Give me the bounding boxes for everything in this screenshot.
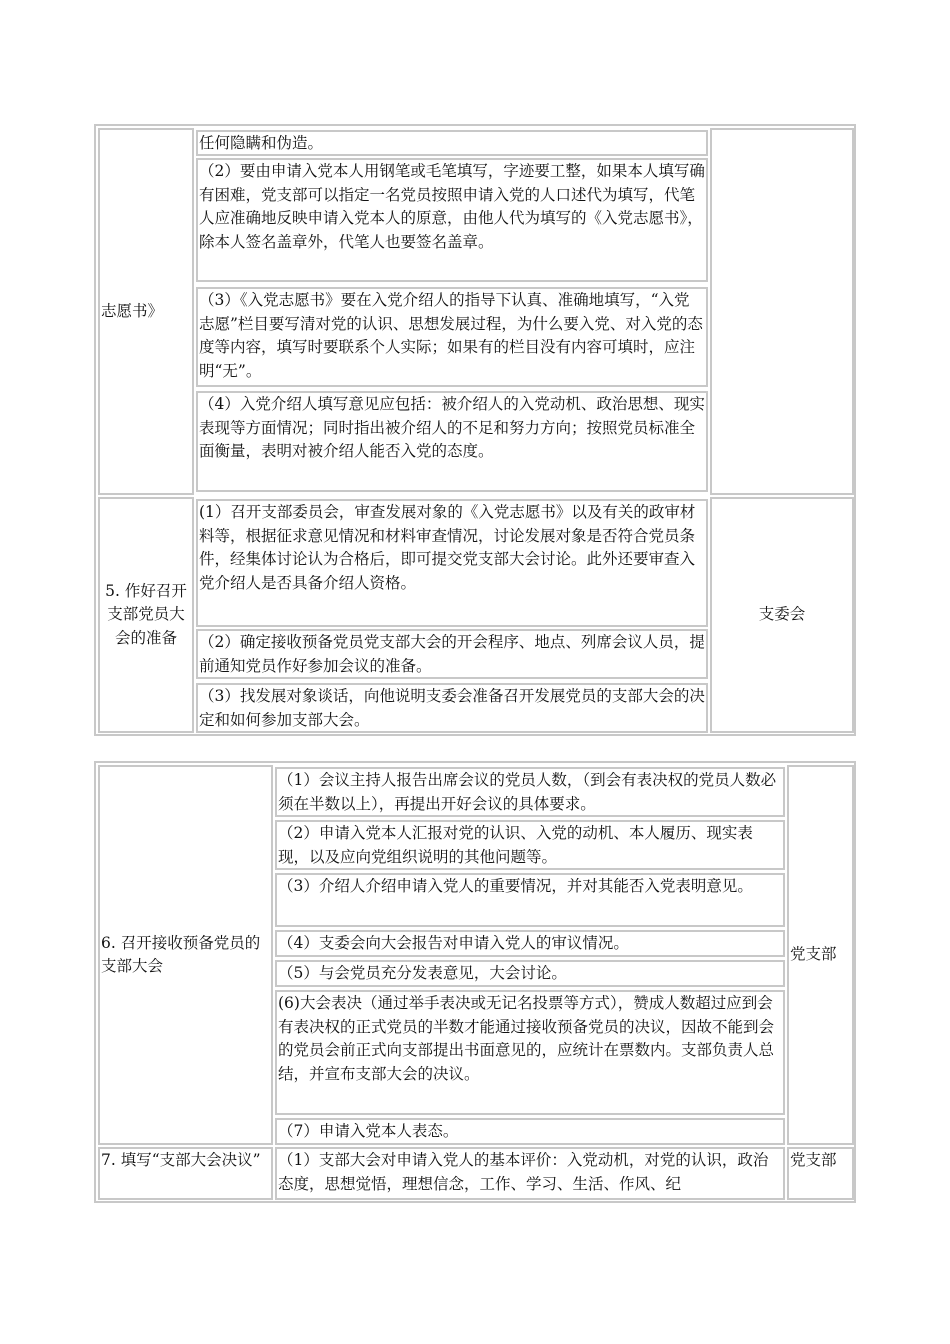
content-cell (196, 499, 708, 627)
stage-label-cell (98, 765, 273, 1145)
list-item: （2）要由申请入党本人用钢笔或毛笔填写，字迹要工整，如果本人填写确有困难，党支部可以指定一名党员按照申请入党的人口述代为填写，代笔人应准确地反映申请入党本人的原意，由他人代为填写的《入党志愿书》，除本人签名盖章外，代笔人也要签名盖章。 (199, 162, 705, 251)
list-item: （3）找发展对象谈话，向他说明支委会准备召开发展党员的支部大会的决定和如何参加支部大会。 (199, 687, 705, 729)
content-cell (196, 287, 708, 387)
list-item: （1）支部大会对申请入党人的基本评价：入党动机，对党的认识，政治态度，思想觉悟，理想信念，工作、学习、生活、作风、纪 (278, 1151, 769, 1193)
content-cell (275, 820, 785, 870)
responsible-cell (787, 765, 854, 1145)
list-item: 任何隐瞒和伪造。 (199, 134, 324, 152)
list-item: （7）申请入党本人表态。 (278, 1122, 459, 1140)
stage-label-cell (98, 1147, 273, 1200)
responsible-party: 党支部 (790, 945, 837, 964)
content-cell (275, 960, 785, 987)
stage-label-cell (98, 128, 194, 495)
list-item: （4）入党介绍人填写意见应包括：被介绍人的入党动机、政治思想、现实表现等方面情况；同时指出被介绍人的不足和努力方向；按照党员标准全面衡量，表明对被介绍人能否入党的态度。 (199, 395, 705, 460)
responsible-party: 支委会 (758, 605, 806, 624)
list-item: （2）申请入党本人汇报对党的认识、入党的动机、本人履历、现实表现，以及应向党组织说明的其他问题等。 (278, 824, 753, 866)
table-1 (94, 124, 856, 736)
content-cell (275, 873, 785, 927)
stage-label: 7. 填写“支部大会决议” (101, 1151, 261, 1169)
content-cell (196, 158, 708, 282)
content-cell (196, 130, 708, 156)
list-item: （3）介绍人介绍申请入党人的重要情况，并对其能否入党表明意见。 (278, 877, 753, 895)
responsible-cell (787, 1147, 854, 1200)
list-item: （4）支委会向大会报告对申请入党人的审议情况。 (278, 934, 629, 952)
content-cell (196, 629, 708, 679)
content-cell (275, 930, 785, 957)
responsible-party: 党支部 (790, 1151, 837, 1169)
content-cell (196, 683, 708, 733)
list-item: (6)大会表决（通过举手表决或无记名投票等方式），赞成人数超过应到会有表决权的正式党员的半数才能通过接收预备党员的决议，因故不能到会的党员会前正式向支部提出书面意见的，应统计在票数内。支部负责人总结，并宣布支部大会的决议。 (278, 994, 775, 1083)
responsible-cell (710, 128, 854, 495)
list-item: （5）与会党员充分发表意见，大会讨论。 (278, 964, 567, 982)
stage-label: 6. 召开接收预备党员的支部大会 (101, 933, 261, 975)
list-item: (1）召开支部委员会，审查发展对象的《入党志愿书》以及有关的政审材料等，根据征求意见情况和材料审查情况，讨论发展对象是否符合党员条件，经集体讨论认为合格后，即可提交党支部大会讨论。此外还要审查入党介绍人是否具备介绍人资格。 (199, 503, 696, 592)
list-item: （2）确定接收预备党员党支部大会的开会程序、地点、列席会议人员，提前通知党员作好参加会议的准备。 (199, 633, 705, 675)
content-cell (275, 1147, 785, 1200)
stage-label-cell (98, 497, 194, 733)
content-cell (275, 990, 785, 1115)
stage-label: 5. 作好召开支部党员大会的准备 (105, 581, 187, 647)
list-item: （1）会议主持人报告出席会议的党员人数，（到会有表决权的党员人数必须在半数以上），再提出开好会议的具体要求。 (278, 771, 777, 813)
list-item: （3）《入党志愿书》要在入党介绍人的指导下认真、准确地填写，“入党志愿”栏目要写清对党的认识、思想发展过程，为什么要入党、对入党的态度等内容，填写时要联系个人实际；如果有的栏目没有内容可填时，应注明“无”。 (199, 291, 703, 380)
content-cell (275, 1118, 785, 1145)
stage-label: 志愿书》 (101, 301, 164, 320)
table-2 (94, 761, 856, 1203)
content-cell (196, 391, 708, 492)
responsible-cell (710, 497, 854, 733)
content-cell (275, 767, 785, 817)
